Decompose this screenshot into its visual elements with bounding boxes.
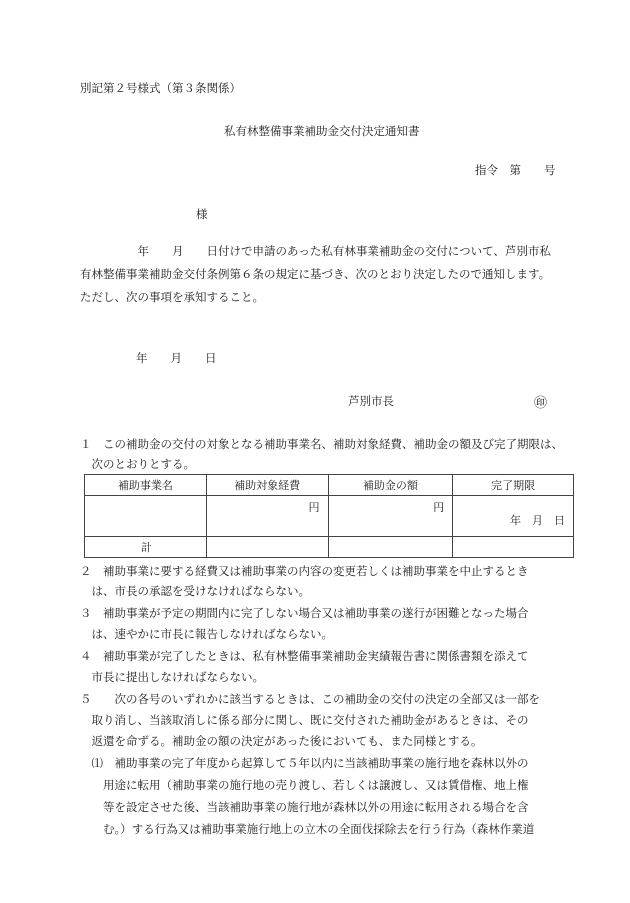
- item-1-line: 次のとおりとする。: [80, 457, 195, 471]
- item-2-line: ２ 補助事業に要する経費又は補助事業の内容の変更若しくは補助事業を中止するとき: [80, 564, 529, 578]
- subitem-1-line: ⑴ 補助事業の完了年度から起算して５年以内に当該補助事業の施行地を森林以外の: [80, 756, 529, 770]
- header-eligible-cost: 補助対象経費: [206, 475, 328, 496]
- header-deadline: 完了期限: [453, 475, 574, 496]
- seal-mark: ㊞: [534, 396, 548, 411]
- item-5-line: 取り消し、当該取消しに係る部分に関し、既に交付された補助金があるときは、その: [80, 713, 529, 727]
- cell-project-name: [85, 496, 207, 537]
- addressee-suffix: 様: [196, 207, 208, 221]
- header-subsidy-amount: 補助金の額: [328, 475, 453, 496]
- cell-eligible-cost: [206, 496, 328, 537]
- issuer-name: 芦別市長: [348, 394, 394, 408]
- total-subsidy-amount: [328, 537, 453, 558]
- document-title: 私有林整備事業補助金交付決定通知書: [224, 124, 420, 138]
- item-1-line: １ この補助金の交付の対象となる補助事業名、補助対象経費、補助金の額及び完了期限は、: [80, 437, 563, 451]
- cell-deadline: [453, 496, 574, 537]
- form-label: 別記第２号様式（第３条関係）: [80, 81, 241, 95]
- cell-subsidy-amount: [328, 496, 453, 537]
- total-deadline: [453, 537, 574, 558]
- subitem-1-line: 用途に転用（補助事業の施行地の売り渡し、若しくは譲渡し、又は賃借権、地上権: [80, 778, 529, 792]
- item-3-line: は、速やかに市長に報告しなければならない。: [80, 627, 333, 641]
- yen-unit: 円: [433, 501, 445, 514]
- item-4-line: ４ 補助事業が完了したときは、私有林整備事業補助金実績報告書に関係書類を添えて: [80, 649, 529, 663]
- item-4-line: 市長に提出しなければならない。: [80, 670, 264, 684]
- yen-unit: 円: [308, 501, 320, 514]
- intro-line: 年 月 日付けで申請のあった私有林事業補助金の交付について、芦別市私: [80, 244, 551, 258]
- document-number: 指令 第 号: [475, 163, 556, 177]
- item-3-line: ３ 補助事業が予定の期間内に完了しない場合又は補助事業の遂行が困難となった場合: [80, 606, 529, 620]
- header-project-name: 補助事業名: [85, 475, 207, 496]
- item-5-line: ５ 次の各号のいずれかに該当するときは、この補助金の交付の決定の全部又は一部を: [80, 692, 540, 706]
- total-label: 計: [85, 537, 207, 558]
- deadline-date: 年 月 日: [510, 514, 565, 527]
- subitem-1-line: 等を設定させた後、当該補助事業の施行地が森林以外の用途に転用される場合を含: [80, 800, 529, 814]
- subitem-1-line: む。）する行為又は補助事業施行地上の立木の全面伐採除去を行う行為（森林作業道: [80, 822, 535, 836]
- issue-date: 年 月 日: [136, 351, 217, 365]
- item-2-line: は、市長の承認を受けなければならない。: [80, 584, 310, 598]
- total-eligible-cost: [206, 537, 328, 558]
- subsidy-table: [84, 474, 574, 558]
- intro-line: ただし、次の事項を承知すること。: [80, 290, 264, 304]
- intro-line: 有林整備事業補助金交付条例第６条の規定に基づき、次のとおり決定したので通知します。: [80, 267, 551, 281]
- item-5-line: 返還を命ずる。補助金の額の決定があった後においても、また同様とする。: [80, 734, 483, 748]
